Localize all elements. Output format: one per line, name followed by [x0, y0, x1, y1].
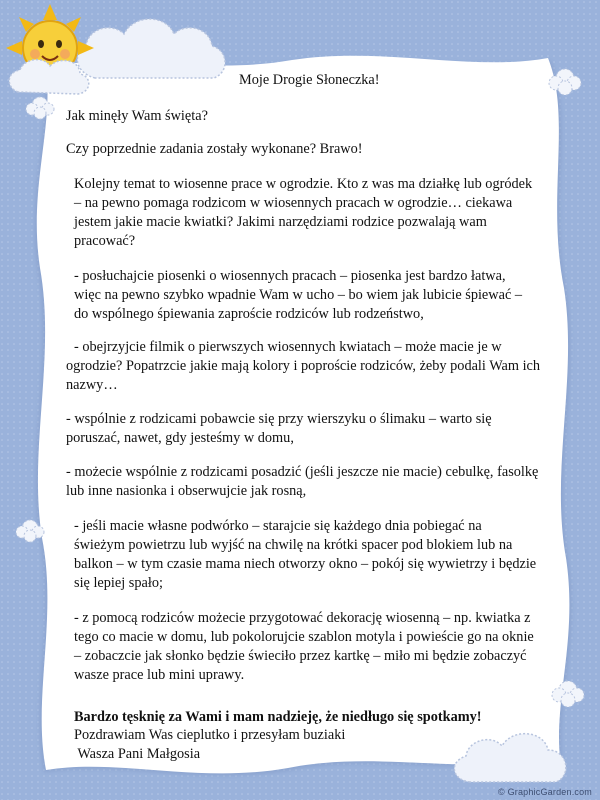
p7-line: wasze prace lub mini uprawy.: [74, 667, 245, 683]
p3-line: nazwy…: [66, 377, 118, 393]
p6-line: świeżym powietrzu lub wyjść na chwilę na krótki spacer pod blokiem lub na: [74, 537, 513, 553]
p5-line: lub inne nasionka i obserwujcie jak rosną,: [66, 483, 307, 499]
p1-line: jestem jakie macie kwiatki? Jakimi narzędziami rodzice pozwalają wam: [74, 214, 487, 230]
closing-line: Pozdrawiam Was cieplutko i przesyłam buziaki: [74, 727, 346, 743]
p6-line: balkon – w tym czasie mama niech otworzy okno – pokój się wywietrzy i będzie: [74, 556, 537, 572]
greeting: Jak minęły Wam święta?: [66, 108, 208, 124]
p1-line: – na pewno pomaga rodzicom w wiosennych pracach w ogrodzie… ciekawa: [74, 195, 513, 211]
p1-line: pracować?: [74, 233, 136, 249]
p2-line: - posłuchajcie piosenki o wiosennych pracach – piosenka jest bardzo łatwa,: [74, 268, 506, 284]
closing-bold: Bardzo tęsknię za Wami i mam nadzieję, że niedługo się spotkamy!: [74, 709, 482, 725]
p4-line: - wspólnie z rodzicami pobawcie się przy wierszyku o ślimaku – warto się: [66, 411, 492, 427]
signature: Wasza Pani Małgosia: [74, 746, 201, 762]
p7-line: – zobaczcie jak słonko będzie świeciło przez kartkę – miło mi będzie zobaczyć: [74, 648, 527, 664]
p5-line: - możecie wspólnie z rodzicami posadzić (jeśli jeszcze nie macie) cebulkę, fasolkę: [66, 464, 539, 480]
p7-line: tego co macie w domu, lub pokolorujcie szablon motyla i powieście go na oknie: [74, 629, 534, 645]
p2-line: do wspólnego śpiewania zaproście rodziców lub rodzeństwo,: [74, 306, 424, 322]
letter-title: Moje Drogie Słoneczka!: [239, 72, 380, 88]
p4-line: poruszać, nawet, gdy jesteśmy w domu,: [66, 430, 294, 446]
question: Czy poprzednie zadania zostały wykonane? Brawo!: [66, 141, 363, 157]
p2-line: więc na pewno szybko wpadnie Wam w ucho – bo wiem jak lubicie śpiewać –: [74, 287, 523, 303]
watermark: © GraphicGarden.com: [498, 787, 592, 797]
p7-line: - z pomocą rodziców możecie przygotować dekorację wiosenną – np. kwiatka z: [74, 610, 531, 626]
p1-line: Kolejny temat to wiosenne prace w ogrodzie. Kto z was ma działkę lub ogródek: [74, 176, 533, 192]
p3-line: - obejrzyjcie filmik o pierwszych wiosennych kwiatach – może macie je w: [74, 339, 502, 355]
p3-line: ogrodzie? Popatrzcie jakie mają kolory i poproście rodziców, żeby podali Wam ich: [66, 358, 541, 374]
p6-line: - jeśli macie własne podwórko – starajcie się każdego dnia pobiegać na: [74, 518, 482, 534]
p6-line: się lepiej spało;: [74, 575, 163, 591]
